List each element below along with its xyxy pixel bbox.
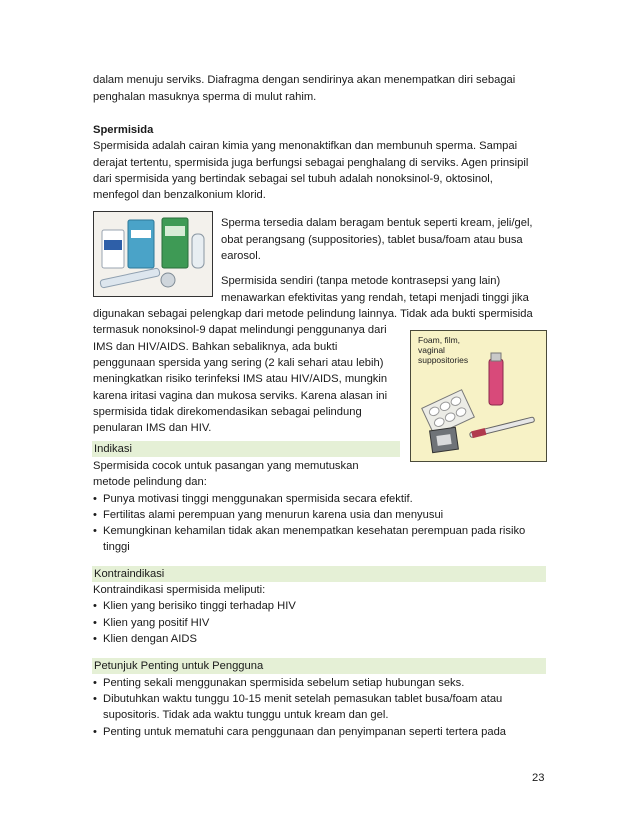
paragraph-line: penularan IMS dan HIV. (93, 422, 212, 434)
paragraph-line: meningkatkan risiko terinfeksi IMS atau HIV/AIDS, mungkin (93, 373, 388, 385)
bullet-text: Fertilitas alami perempuan yang menurun karena usia dan menyusui (103, 509, 444, 521)
bullet-icon: • (93, 509, 97, 521)
paragraph-line: Spermisida adalah cairan kimia yang menonaktifkan dan membunuh sperma. Sampai (93, 140, 518, 152)
paragraph-line: penggunaan spersida yang sering (2 kali sehari atau lebih) (93, 357, 384, 369)
caption-line: vaginal (418, 345, 445, 355)
caption-line: Foam, film, (418, 335, 461, 345)
bullet-text: Penting untuk mematuhi cara penggunaan dan penyimpanan seperti tertera pada (103, 726, 507, 738)
bullet-icon: • (93, 600, 97, 612)
bullet-text: Kemungkinan kehamilan tidak akan menempatkan kesehatan perempuan pada risiko (103, 525, 526, 537)
bullet-text: Punya motivasi tinggi menggunakan spermisida secara efektif. (103, 493, 413, 505)
indikasi-intro-line: metode pelindung dan: (93, 476, 207, 488)
paragraph-line: termasuk nonoksinol-9 dapat melindungi penggunanya dari (93, 324, 387, 336)
paragraph-line: spermisida tidak direkomendasikan sebagai pelindung (93, 406, 362, 418)
paragraph-line: dari spermisida yang bertindak sebagai sel tubuh adalah nonoksinol-9, oktosinol, (93, 173, 493, 185)
bullet-icon: • (93, 633, 97, 645)
bullet-icon: • (93, 493, 97, 505)
bullet-icon: • (93, 726, 97, 738)
paragraph-line: earosol. (221, 250, 261, 262)
intro-line-1: dalam menuju serviks. Diafragma dengan sendirinya akan menempatkan diri sebagai (93, 74, 516, 86)
bullet-text: Klien yang positif HIV (103, 617, 210, 629)
bullet-icon: • (93, 693, 97, 705)
bullet-text: Penting sekali menggunakan spermisida sebelum setiap hubungan seks. (103, 677, 465, 689)
bullet-text: Dibutuhkan waktu tunggu 10-15 menit setelah pemasukan tablet busa/foam atau (103, 693, 503, 705)
paragraph-line: derajat tertentu, spermisida juga berfungsi sebagai penghalang di serviks. Agen prinsipil (93, 157, 529, 169)
spermicide-products-image (93, 211, 213, 297)
paragraph-line: digunakan sebagai pelengkap dari metode pelindung lainnya. Tidak ada bukti spermisida (93, 308, 533, 320)
bullet-text-continued: supositoris. Tidak ada waktu tunggu untuk kream dan gel. (103, 709, 389, 721)
bullet-icon: • (93, 677, 97, 689)
spermisida-heading: Spermisida (93, 124, 154, 136)
page-number: 23 (532, 772, 545, 784)
spermicide-products-illustration (94, 212, 212, 296)
intro-line-2: penghalan masuknya sperma di mulut rahim. (93, 91, 317, 103)
paragraph-line: Sperma tersedia dalam beragam bentuk seperti kream, jeli/gel, (221, 217, 533, 229)
paragraph-line: Spermisida sendiri (tanpa metode kontrasepsi yang lain) (221, 275, 501, 287)
paragraph-line: menawarkan efektivitas yang rendah, tetapi menjadi tinggi jika (221, 292, 529, 304)
paragraph-line: menfegol dan benzalkonium klorid. (93, 189, 266, 201)
paragraph-line: obat perangsang (suppositories), tablet busa/foam atau busa (221, 234, 523, 246)
bullet-icon: • (93, 617, 97, 629)
kontraindikasi-intro: Kontraindikasi spermisida meliputi: (93, 584, 266, 596)
bullet-text: Klien yang berisiko tinggi terhadap HIV (103, 600, 296, 612)
caption-line: suppositories (418, 355, 469, 365)
bullet-text: Klien dengan AIDS (103, 633, 197, 645)
petunjuk-heading: Petunjuk Penting untuk Pengguna (92, 658, 546, 674)
paragraph-line: IMS dan HIV/AIDS. Bahkan sebaliknya, ada bukti (93, 341, 338, 353)
bullet-icon: • (93, 525, 97, 537)
indikasi-intro-line: Spermisida cocok untuk pasangan yang memutuskan (93, 460, 359, 472)
paragraph-line: karena iritasi vagina dan mukosa serviks. Karena alasan ini (93, 390, 388, 402)
kontraindikasi-heading: Kontraindikasi (92, 566, 546, 582)
suppositories-image (410, 330, 547, 462)
bullet-text-continued: tinggi (103, 541, 130, 553)
suppositories-illustration (411, 331, 546, 461)
indikasi-heading: Indikasi (92, 441, 400, 457)
